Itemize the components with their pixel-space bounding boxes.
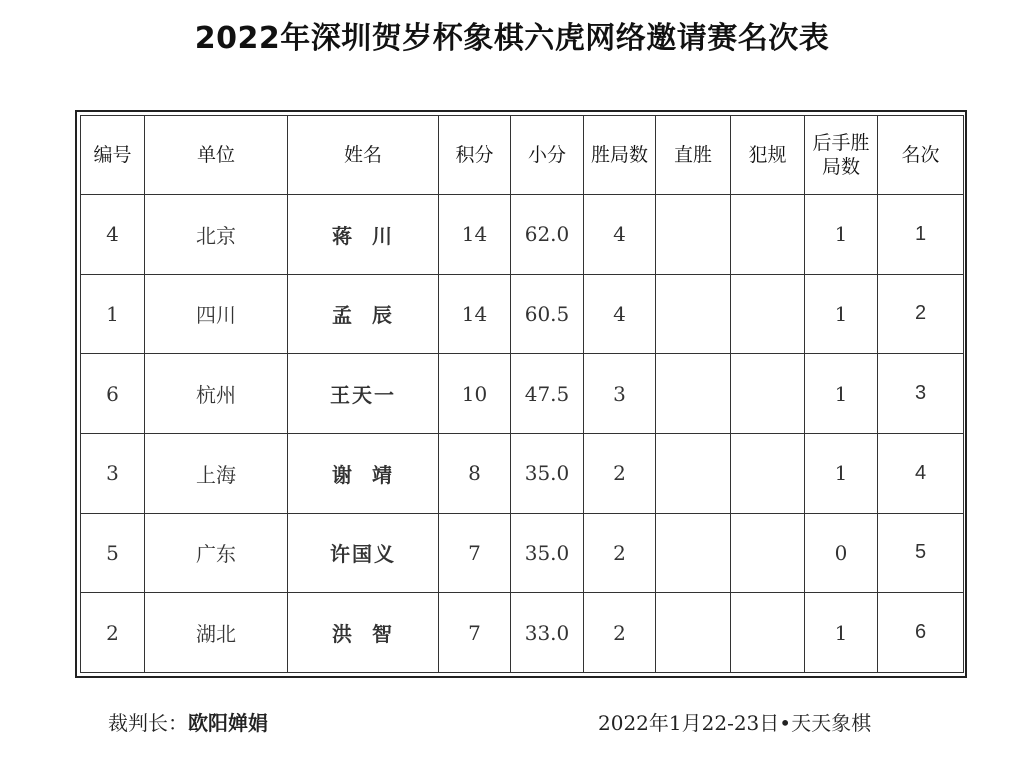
cell-player-name: 谢 靖 [288,433,439,513]
header-second-hand-wins-line1: 后手胜 [812,132,870,154]
cell-direct-win [656,354,731,434]
cell-second-hand-wins: 1 [805,195,878,275]
table-body [81,195,964,673]
cell-second-hand-wins: 1 [805,274,878,354]
cell-unit: 四川 [145,274,288,354]
cell-player-name: 蒋 川 [288,195,439,275]
header-unit: 单位 [145,116,288,195]
cell-player-name: 洪 智 [288,593,439,673]
page-title: 2022年深圳贺岁杯象棋六虎网络邀请赛名次表 [194,21,830,56]
cell-second-hand-wins: 1 [805,433,878,513]
header-second-hand-wins-line2: 局数 [821,156,860,178]
cell-wins: 3 [584,354,656,434]
cell-number: 3 [81,433,145,513]
table-row [81,195,964,275]
table-row [81,354,964,434]
cell-number: 5 [81,513,145,593]
cell-points: 10 [439,354,511,434]
cell-points: 7 [439,593,511,673]
cell-second-hand-wins: 1 [805,593,878,673]
table-row [81,513,964,593]
cell-wins: 4 [584,274,656,354]
ranking-table [80,115,964,673]
referee-line [108,708,268,738]
cell-unit: 北京 [145,195,288,275]
cell-wins: 4 [584,195,656,275]
cell-points: 8 [439,433,511,513]
cell-fouls [731,593,805,673]
cell-tiebreak: 33.0 [511,593,584,673]
cell-fouls [731,195,805,275]
table-row [81,433,964,513]
header-tiebreak: 小分 [511,116,584,195]
cell-number: 2 [81,593,145,673]
cell-second-hand-wins: 0 [805,513,878,593]
cell-tiebreak: 35.0 [511,513,584,593]
cell-unit: 湖北 [145,593,288,673]
ranking-table-frame [75,110,967,678]
cell-rank: 2 [878,274,964,354]
header-points: 积分 [439,116,511,195]
header-number: 编号 [81,116,145,195]
cell-unit: 上海 [145,433,288,513]
cell-direct-win [656,274,731,354]
cell-unit: 广东 [145,513,288,593]
cell-second-hand-wins: 1 [805,354,878,434]
cell-player-name: 许国义 [288,513,439,593]
cell-unit: 杭州 [145,354,288,434]
referee-label: 裁判长： [108,711,188,735]
cell-fouls [731,354,805,434]
cell-tiebreak: 35.0 [511,433,584,513]
cell-direct-win [656,513,731,593]
cell-points: 14 [439,195,511,275]
cell-direct-win [656,195,731,275]
cell-rank: 5 [878,513,964,593]
cell-wins: 2 [584,513,656,593]
header-wins: 胜局数 [584,116,656,195]
cell-fouls [731,433,805,513]
cell-rank: 4 [878,433,964,513]
table-header [81,116,964,195]
cell-tiebreak: 60.5 [511,274,584,354]
cell-number: 4 [81,195,145,275]
cell-number: 6 [81,354,145,434]
cell-points: 7 [439,513,511,593]
cell-tiebreak: 47.5 [511,354,584,434]
header-second-hand-wins [805,116,878,195]
table-row [81,274,964,354]
cell-wins: 2 [584,433,656,513]
header-row [81,116,964,195]
cell-number: 1 [81,274,145,354]
table-row [81,593,964,673]
header-direct-win: 直胜 [656,116,731,195]
cell-player-name: 王天一 [288,354,439,434]
cell-direct-win [656,433,731,513]
cell-player-name: 孟 辰 [288,274,439,354]
cell-wins: 2 [584,593,656,673]
cell-tiebreak: 62.0 [511,195,584,275]
cell-rank: 3 [878,354,964,434]
header-fouls: 犯规 [731,116,805,195]
cell-fouls [731,513,805,593]
date-source: 2022年1月22-23日•天天象棋 [598,711,872,735]
header-name: 姓名 [288,116,439,195]
cell-rank: 1 [878,195,964,275]
header-rank: 名次 [878,116,964,195]
cell-rank: 6 [878,593,964,673]
cell-points: 14 [439,274,511,354]
cell-fouls [731,274,805,354]
cell-direct-win [656,593,731,673]
referee-name: 欧阳婵娟 [188,711,268,735]
